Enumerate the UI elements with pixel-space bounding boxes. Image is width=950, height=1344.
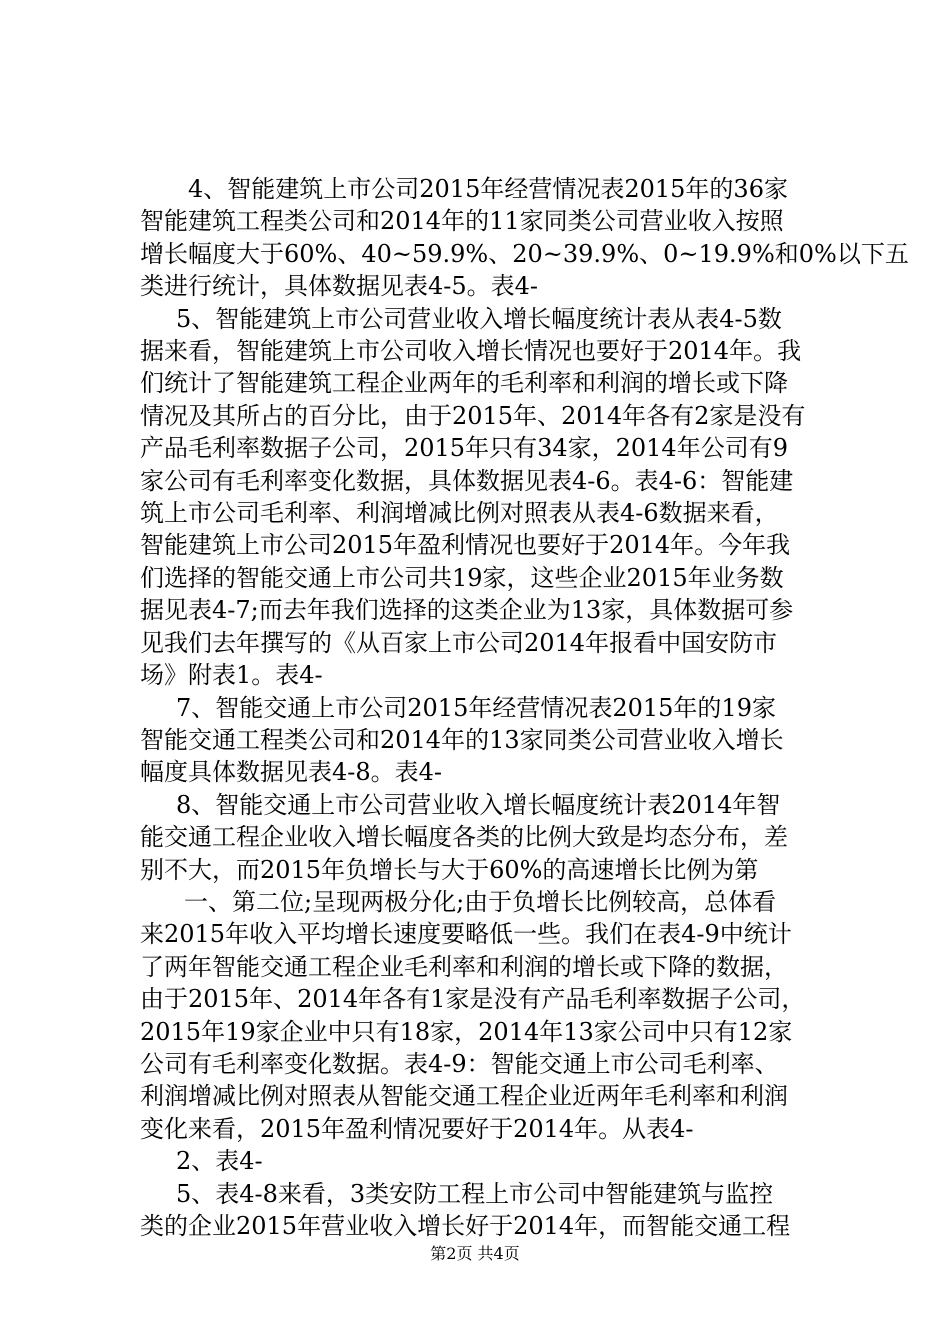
page-footer xyxy=(0,1244,950,1264)
text-line: 来2015年收入平均增长速度要略低一些。我们在表4-9中统计 xyxy=(140,920,792,949)
text-line: 幅度具体数据见表4-8。表4- xyxy=(140,758,443,787)
text-line: 公司有毛利率变化数据。表4-9：智能交通上市公司毛利率、 xyxy=(140,1049,779,1078)
text-line: 2、表4- xyxy=(176,1147,263,1176)
text-line: 由于2015年、2014年各有1家是没有产品毛利率数据子公司， xyxy=(140,985,806,1014)
text-line: 8、智能交通上市公司营业收入增长幅度统计表2014年智 xyxy=(176,790,781,819)
text-line: 产品毛利率数据子公司，2015年只有34家，2014年公司有9 xyxy=(140,434,788,463)
text-line: 智能交通工程类公司和2014年的13家同类公司营业收入增长 xyxy=(140,725,784,754)
text-line: 一、第二位;呈现两极分化;由于负增长比例较高，总体看 xyxy=(184,887,777,916)
text-line: 4、智能建筑上市公司2015年经营情况表2015年的36家 xyxy=(188,175,788,203)
text-line: 利润增减比例对照表从智能交通工程企业近两年毛利率和利润 xyxy=(140,1082,788,1111)
text-line: 增长幅度大于60%、40~59.9%、20~39.9%、0~19.9%和0%以下五 xyxy=(140,239,909,268)
text-line: 5、表4-8来看，3类安防工程上市公司中智能建筑与监控 xyxy=(176,1179,774,1208)
paragraph-7 xyxy=(140,1178,840,1243)
paragraph-3 xyxy=(140,692,840,789)
text-line: 筑上市公司毛利率、利润增减比例对照表从表4-6数据来看， xyxy=(140,499,779,528)
text-line: 7、智能交通上市公司2015年经营情况表2015年的19家 xyxy=(176,693,776,722)
paragraph-2 xyxy=(140,303,840,692)
text-line: 情况及其所占的百分比，由于2015年、2014年各有2家是没有 xyxy=(140,401,806,430)
text-line: 2015年19家企业中只有18家，2014年13家公司中只有12家 xyxy=(140,1017,793,1046)
document-body xyxy=(140,173,909,1242)
text-line: 智能建筑上市公司2015年盈利情况也要好于2014年。今年我 xyxy=(140,531,791,560)
page-number-label: 第2页 共4页 xyxy=(430,1244,520,1263)
text-line: 5、智能建筑上市公司营业收入增长幅度统计表从表4-5数 xyxy=(176,304,782,333)
text-line: 了两年智能交通工程企业毛利率和利润的增长或下降的数据， xyxy=(140,952,788,981)
text-line: 场》附表1。表4- xyxy=(140,661,323,690)
paragraph-5 xyxy=(140,886,840,1145)
paragraph-1 xyxy=(140,173,909,303)
text-line: 变化来看，2015年盈利情况要好于2014年。从表4- xyxy=(140,1114,694,1143)
paragraph-6 xyxy=(140,1145,840,1177)
text-line: 能交通工程企业收入增长幅度各类的比例大致是均态分布，差 xyxy=(140,823,788,852)
text-line: 类进行统计，具体数据见表4-5。表4- xyxy=(140,272,539,301)
text-line: 类的企业2015年营业收入增长好于2014年，而智能交通工程 xyxy=(140,1212,791,1240)
text-line: 智能建筑工程类公司和2014年的11家同类公司营业收入按照 xyxy=(140,207,784,236)
text-line: 据来看，智能建筑上市公司收入增长情况也要好于2014年。我 xyxy=(140,337,802,366)
text-line: 见我们去年撰写的《从百家上市公司2014年报看中国安防市 xyxy=(140,628,778,657)
text-line: 别不大，而2015年负增长与大于60%的高速增长比例为第 xyxy=(140,855,759,884)
text-line: 们选择的智能交通上市公司共19家，这些企业2015年业务数 xyxy=(140,563,784,592)
text-line: 们统计了智能建筑工程企业两年的毛利率和利润的增长或下降 xyxy=(140,369,788,398)
text-line: 据见表4-7;而去年我们选择的这类企业为13家，具体数据可参 xyxy=(140,596,794,625)
text-line: 家公司有毛利率变化数据，具体数据见表4-6。表4-6：智能建 xyxy=(140,466,794,495)
paragraph-4 xyxy=(140,789,840,886)
